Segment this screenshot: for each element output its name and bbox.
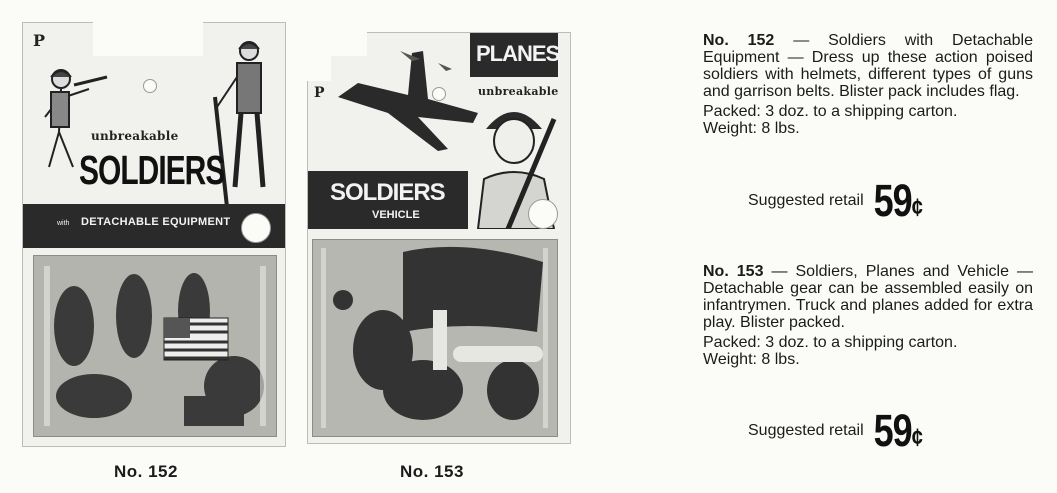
blister-pack (33, 255, 277, 437)
tagline: unbreakable (478, 85, 559, 98)
card-title: SOLDIERS (79, 149, 225, 194)
card-subtitle: VEHICLE (372, 209, 420, 221)
banner-text: DETACHABLE EQUIPMENT (81, 216, 231, 228)
product-card-153 (307, 32, 571, 444)
card-banner (308, 171, 468, 229)
retail-label: Suggested retail (748, 192, 864, 209)
desc-weight: Weight: 8 lbs. (703, 351, 800, 368)
brand-mark: P (33, 31, 46, 50)
plane-illustration (328, 41, 488, 161)
desc-packed: Packed: 3 doz. to a shipping carton. (703, 103, 958, 120)
card-title: SOLDIERS (330, 179, 445, 206)
brand-mark: P (314, 85, 325, 101)
description-152 (703, 32, 1033, 137)
hang-hole (241, 213, 271, 243)
tagline: unbreakable (91, 129, 179, 143)
caption-153: No. 153 (400, 462, 464, 481)
corner-title: PLANES (476, 41, 560, 66)
retail-153 (748, 404, 922, 456)
desc-packed: Packed: 3 doz. to a shipping carton. (703, 334, 958, 351)
desc-number: No. 153 (703, 263, 764, 280)
blister-contents (34, 256, 276, 436)
desc-weight: Weight: 8 lbs. (703, 120, 800, 137)
blister-contents (313, 240, 557, 436)
desc-text: — Soldiers with Detachable Equipment — Dress up these action poised soldiers with helmets, different types of guns and garrison belts. Blister pack includes flag. (703, 32, 1034, 100)
product-card-152 (22, 22, 286, 447)
desc-number: No. 152 (703, 32, 775, 49)
retail-152 (748, 174, 922, 226)
retail-price: 59¢ (873, 174, 922, 226)
banner-prefix: with (57, 220, 70, 227)
description-153 (703, 263, 1033, 368)
caption-152: No. 152 (114, 462, 178, 481)
retail-label: Suggested retail (748, 422, 864, 439)
retail-price: 59¢ (873, 404, 922, 456)
blister-pack (312, 239, 558, 437)
hang-hole-top (143, 79, 157, 93)
desc-text: — Soldiers, Planes and Vehicle — Detachable gear can be assembled easily on infantrymen. Truck and planes added for extra play. Blister packed. (703, 263, 1033, 331)
hang-hole (528, 199, 558, 229)
hang-hole-top (432, 87, 446, 101)
